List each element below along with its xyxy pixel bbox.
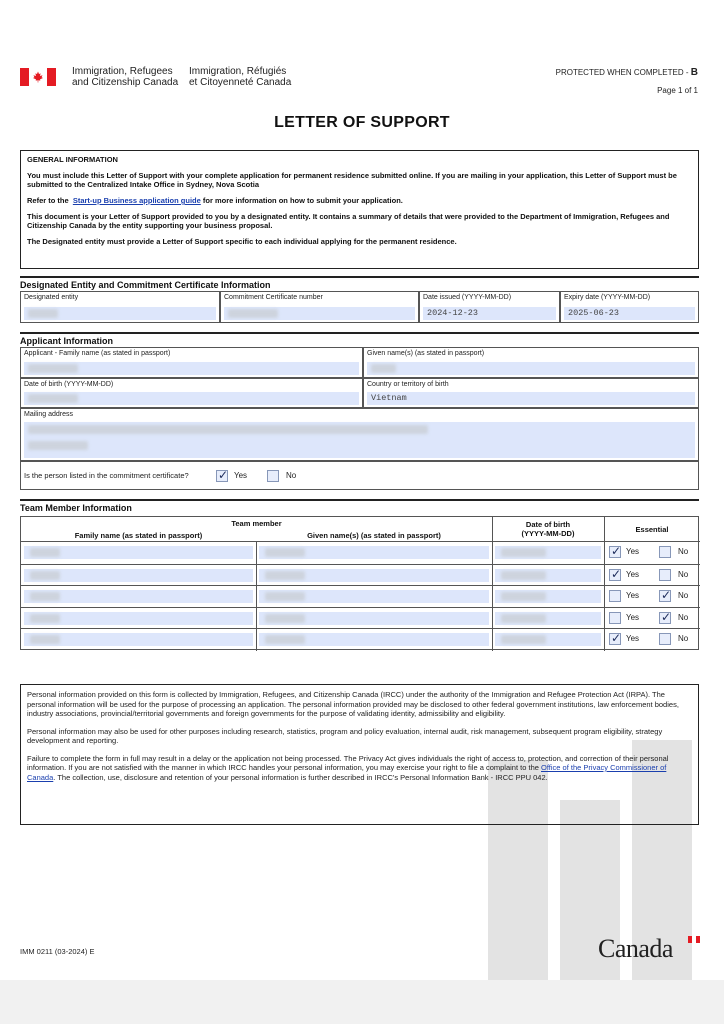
listed-no-checkbox[interactable] (267, 470, 279, 482)
essential-no-label: No (678, 569, 689, 579)
dob-header-line2: (YYYY-MM-DD) (521, 529, 575, 538)
redacted-value (30, 614, 60, 623)
dob-header (492, 520, 604, 538)
refer-text: Refer to the (27, 196, 69, 205)
page-number: Page 1 of 1 (657, 86, 698, 95)
essential-no-label: No (678, 591, 689, 601)
team-given-name-field[interactable] (259, 569, 489, 582)
given-name-header: Given name(s) (as stated in passport) (307, 531, 441, 540)
applicant-section-title: Applicant Information (20, 332, 699, 346)
privacy-notice (20, 684, 699, 825)
general-info-paragraph (27, 196, 692, 205)
agency-en-line2: and Citizenship Canada (72, 77, 179, 88)
team-family-name-field[interactable] (24, 633, 253, 646)
listed-yes-checkbox[interactable] (216, 470, 228, 482)
mailing-address-cell (20, 408, 699, 461)
team-given-name-field[interactable] (259, 633, 489, 646)
redacted-value (501, 614, 546, 623)
protected-notice (556, 67, 698, 78)
dob-header-line1: Date of birth (525, 520, 571, 529)
essential-yes-label: Yes (626, 547, 640, 556)
redacted-value (30, 548, 60, 557)
country-of-birth-cell (363, 378, 699, 408)
team-family-name-field[interactable] (24, 590, 253, 603)
essential-yes-label: Yes (626, 591, 640, 601)
privacy-text: Failure to complete the form in full may result in a delay or the application not being processed. The Privacy Act gives individuals the right of access to, protection, and correction of their personal information. If you are not satisfied with the manner in which IRCC handles your personal information, you may exercise your right to file a complaint to the (27, 753, 669, 772)
team-family-name-field[interactable] (24, 612, 253, 625)
redacted-value (265, 592, 305, 601)
privacy-commissioner-link[interactable]: Office of the Privacy Commissioner of Canada (27, 763, 667, 782)
general-info-paragraph: This document is your Letter of Support provided to you by a designated entity. It contains a summary of details that were provided to the Department of Immigration, Refugees and Citizenship Canada by the entity supporting your business proposal. (27, 212, 670, 230)
essential-yes-checkbox[interactable] (609, 569, 621, 581)
privacy-paragraph: Personal information provided on this form is collected by Immigration, Refugees, and Citizenship Canada (IRCC) under the authority of the Immigration and Refugee Protection Act (IRPA). The personal information will be used for the purpose of processing an application. The personal information provided may be disclosed to other federal government institutions, law enforcement bodies, industry associations, provincial/territorial governments and foreign governments for the purpose of validating identity, admissibility and eligibility. (27, 690, 679, 718)
privacy-paragraph (27, 754, 692, 783)
certificate-number-cell (220, 291, 419, 323)
redacted-value (30, 592, 60, 601)
privacy-paragraph: Personal information may also be used for other purposes including research, statistics, program and policy evaluation, internal audit, risk management, subsequent program eligibility, strategy development and reporting. (27, 726, 663, 745)
general-info-paragraph: You must include this Letter of Support with your complete application for permanent residence submitted online. If you are mailing in your application, this Letter of Support must be submitted to the Centralized Intake Office in Sydney, Nova Scotia (27, 171, 677, 189)
redacted-value (265, 614, 305, 623)
applicant-given-name-label: Given name(s) (as stated in passport) (367, 350, 485, 357)
country-of-birth-label: Country or territory of birth (367, 381, 449, 388)
applicant-given-name-cell (363, 347, 699, 378)
team-row (21, 542, 700, 564)
designated-entity-label: Designated entity (24, 294, 79, 301)
team-given-name-field[interactable] (259, 546, 489, 559)
commitment-question-label: Is the person listed in the commitment certificate? (24, 471, 189, 480)
agency-name-english (72, 66, 178, 88)
listed-yes-label: Yes (234, 471, 248, 480)
applicant-dob-cell (20, 378, 363, 408)
applicant-given-name-field[interactable] (367, 362, 695, 375)
startup-guide-link[interactable]: Start-up Business application guide (72, 196, 201, 205)
redacted-value (265, 548, 305, 557)
agency-en-line1: Immigration, Refugees (72, 66, 173, 77)
form-id: IMM 0211 (03-2024) E (20, 947, 95, 956)
team-row (21, 564, 700, 586)
expiry-date-cell (560, 291, 699, 323)
team-member-header: Team member (231, 519, 282, 528)
bottom-band (0, 980, 724, 1024)
redacted-value (501, 635, 546, 644)
redacted-value (30, 571, 60, 580)
wordmark-flag-icon (688, 936, 700, 943)
protected-level: B (690, 67, 698, 78)
essential-no-label: No (678, 612, 689, 622)
team-given-name-field[interactable] (259, 590, 489, 603)
essential-yes-label: Yes (626, 634, 640, 644)
essential-no-label: No (678, 634, 689, 644)
agency-fr-line1: Immigration, Réfugiés (189, 66, 287, 77)
designated-entity-field[interactable] (24, 307, 216, 320)
family-name-header: Family name (as stated in passport) (74, 531, 203, 540)
certificate-number-label: Commitment Certificate number (224, 294, 323, 301)
essential-no-checkbox[interactable] (659, 633, 671, 645)
essential-header: Essential (635, 525, 669, 534)
team-dob-field[interactable] (495, 590, 601, 603)
entity-section-title: Designated Entity and Commitment Certificate Information (20, 276, 699, 290)
agency-fr-line2: et Citoyenneté Canada (189, 77, 292, 88)
commitment-question-cell (20, 461, 699, 490)
team-section-title: Team Member Information (20, 499, 699, 513)
designated-entity-cell (20, 291, 220, 323)
document-title: LETTER OF SUPPORT (274, 114, 450, 131)
team-dob-field[interactable] (495, 612, 601, 625)
general-info-paragraph: The Designated entity must provide a Letter of Support specific to each individual applying for the permanent residence. (27, 237, 457, 246)
redacted-value (501, 592, 546, 601)
refer-text-post: for more information on how to submit your application. (202, 196, 403, 205)
essential-no-label: No (678, 547, 689, 556)
privacy-text-post: . The collection, use, disclosure and retention of your personal information is further described in IRCC's Personal Information Bank - IRCC PPU 042. (53, 772, 548, 782)
essential-no-checkbox[interactable] (659, 590, 671, 602)
redacted-value (265, 635, 305, 644)
essential-yes-checkbox[interactable] (609, 633, 621, 645)
date-issued-field[interactable]: 2024-12-23 (423, 307, 556, 320)
canada-flag-icon (20, 68, 56, 86)
general-info-heading: GENERAL INFORMATION (27, 155, 118, 164)
redacted-value (30, 635, 60, 644)
essential-yes-checkbox[interactable] (609, 546, 621, 558)
essential-no-checkbox[interactable] (659, 612, 671, 624)
essential-yes-label: Yes (626, 569, 640, 579)
essential-yes-label: Yes (626, 612, 640, 622)
mailing-address-label: Mailing address (24, 411, 74, 418)
applicant-family-name-cell (20, 347, 363, 378)
applicant-dob-label: Date of birth (YYYY-MM-DD) (24, 381, 114, 388)
essential-yes-checkbox[interactable] (609, 612, 621, 624)
redacted-value (501, 571, 546, 580)
general-information-box (20, 150, 699, 269)
canada-wordmark: Canada (598, 934, 673, 963)
expiry-date-field[interactable]: 2025-06-23 (564, 307, 695, 320)
applicant-family-name-field[interactable] (24, 362, 359, 375)
applicant-family-name-label: Applicant - Family name (as stated in passport) (24, 350, 171, 357)
date-issued-label: Date issued (YYYY-MM-DD) (423, 294, 512, 301)
country-of-birth-field[interactable]: Vietnam (367, 392, 695, 405)
essential-no-checkbox[interactable] (659, 546, 671, 558)
listed-no-label: No (286, 471, 297, 480)
agency-name-french (189, 66, 291, 88)
team-dob-field[interactable] (495, 569, 601, 582)
team-member-table (20, 516, 699, 650)
essential-no-checkbox[interactable] (659, 569, 671, 581)
redacted-value (501, 548, 546, 557)
mailing-address-field[interactable] (24, 422, 695, 458)
expiry-date-label: Expiry date (YYYY-MM-DD) (564, 294, 651, 301)
essential-yes-checkbox[interactable] (609, 590, 621, 602)
redacted-value (265, 571, 305, 580)
team-family-name-field[interactable] (24, 569, 253, 582)
team-row (21, 607, 700, 629)
team-dob-field[interactable] (495, 633, 601, 646)
team-given-name-field[interactable] (259, 612, 489, 625)
team-family-name-field[interactable] (24, 546, 253, 559)
date-issued-cell (419, 291, 560, 323)
team-row (21, 585, 700, 607)
team-dob-field[interactable] (495, 546, 601, 559)
certificate-number-field[interactable] (224, 307, 415, 320)
applicant-dob-field[interactable] (24, 392, 359, 405)
protected-label: PROTECTED WHEN COMPLETED - (555, 68, 689, 77)
team-row (21, 628, 700, 650)
